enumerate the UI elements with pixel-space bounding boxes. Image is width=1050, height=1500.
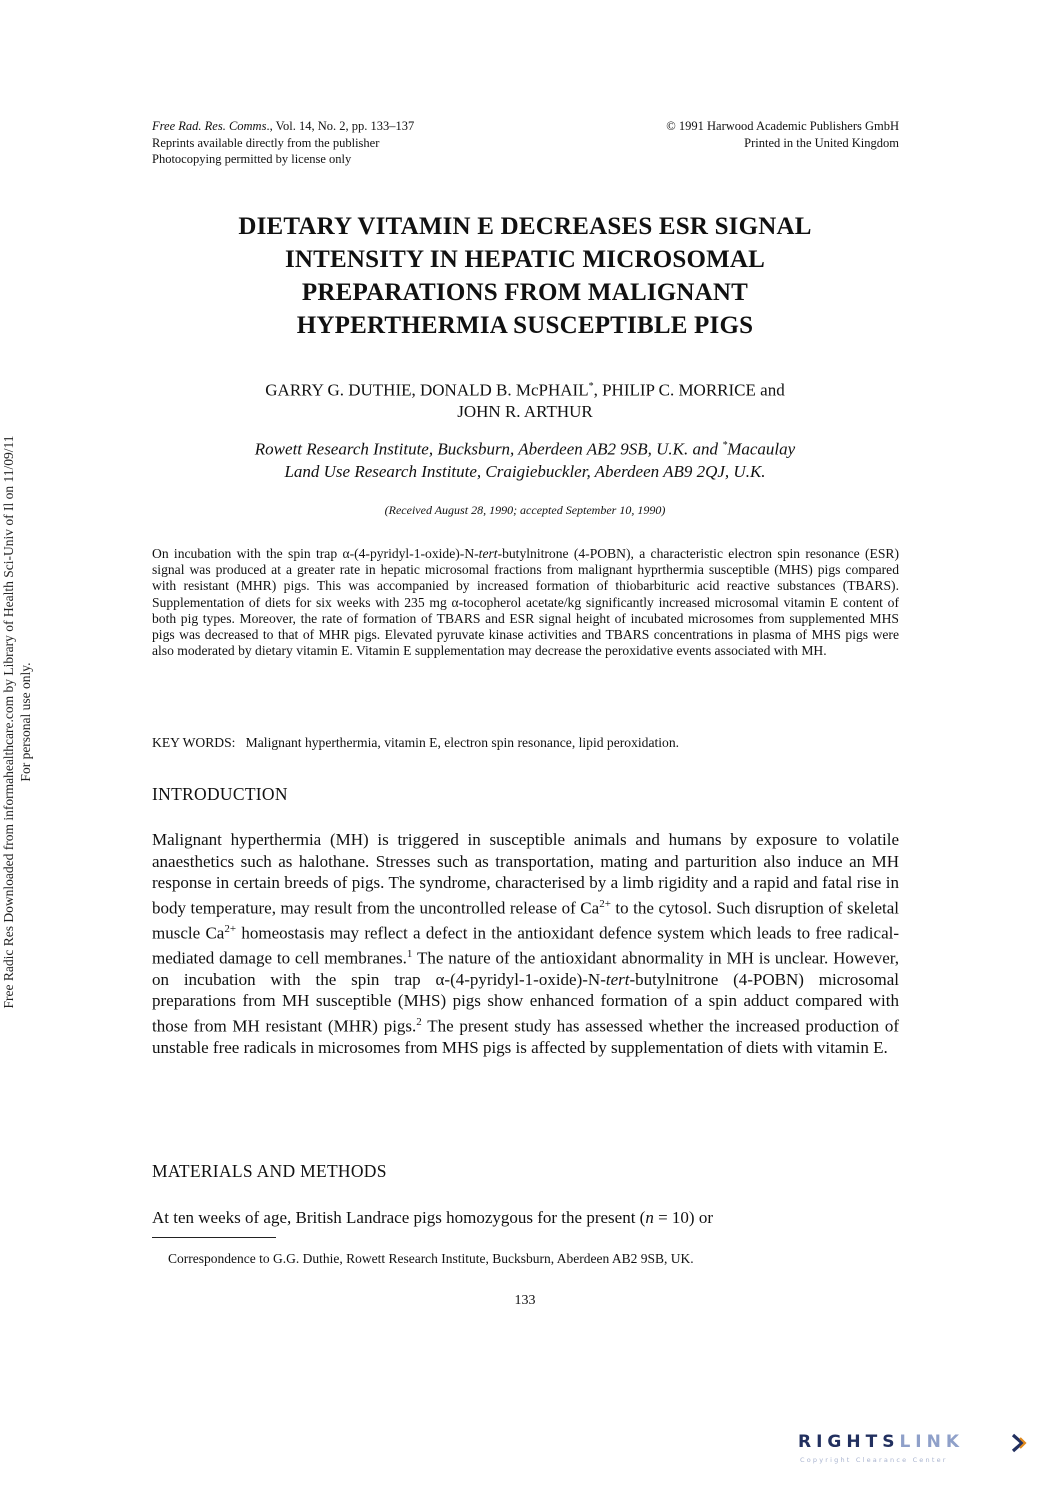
keywords	[152, 735, 899, 751]
superscript: 2+	[599, 897, 611, 910]
publisher-info	[499, 118, 899, 151]
rightslink-logo[interactable]	[798, 1432, 1033, 1472]
affiliation-line-2: Land Use Research Institute, Craigiebuckler, Aberdeen AB9 2QJ, U.K.	[284, 461, 766, 481]
intro-text: The present study has assessed whether the increased production of unstable free radicals in microsomes from MHS pigs is affected by supplementation of diets with vitamin E.	[152, 1016, 899, 1058]
printed-in-line: Printed in the United Kingdom	[744, 135, 899, 150]
article-title	[150, 210, 900, 342]
watermark-line-1: Free Radic Res Downloaded from informahealthcare.com by Library of Health Sci-Univ of Il on 11/09/11	[1, 435, 16, 1009]
received-dates: (Received August 28, 1990; accepted September 10, 1990)	[384, 503, 666, 517]
abstract-text: -butylnitrone (4-POBN), a characteristic electron spin resonance (ESR) signal was produced at a greater rate in hepatic microsomal fractions from malignant hyprthermia susceptible (MHS) pigs compared with resistant (MHR) pigs. This was accompanied by increased formation of thiobarbituric acid reactive substances (TBARS). Supplementation of diets for six weeks with 235 mg α-tocopherol acetate/kg significantly increased microsomal vitamin E content of both pig types. Moreover, the rate of formation of TBARS and ESR signal height of incubated microsomes from supplemented MHS pigs was decreased to that of MHR pigs. Elevated pyruvate kinase activities and TBARS concentrations in plasma of MHS pigs were also moderated by dietary vitamin E. Vitamin E supplementation may decrease the peroxidative events associated with MH.	[152, 546, 900, 659]
authors-line-2: JOHN R. ARTHUR	[457, 401, 593, 421]
intro-text: homeostasis may reflect a defect in the antioxidant defence system which leads to free radical-mediated damage to cell membranes.	[152, 923, 899, 968]
authors-part-1: GARRY G. DUTHIE, DONALD B. McPHAIL	[265, 380, 589, 400]
title-line: INTENSITY IN HEPATIC MICROSOMAL	[284, 246, 766, 273]
affiliation-part-2: Macaulay	[727, 439, 796, 459]
reprints-note: Reprints available directly from the publisher	[152, 135, 380, 150]
reference-marker: 1	[406, 947, 413, 960]
watermark-line-2: For personal use only.	[18, 662, 33, 782]
intro-text: The nature of the antioxidant abnormality in MH is unclear. However, on incubation with the spin trap α-(4-pyridyl-1-oxide)-N-	[152, 948, 899, 989]
journal-volume: ., Vol. 14, No. 2, pp. 133–137	[266, 119, 415, 133]
keywords-text: Malignant hyperthermia, vitamin E, electron spin resonance, lipid peroxidation.	[245, 735, 680, 750]
keywords-label: KEY WORDS:	[152, 735, 236, 750]
logo-subtitle: Copyright Clearance Center	[800, 1456, 948, 1464]
reference-marker: 2	[416, 1015, 422, 1028]
download-watermark	[0, 362, 40, 1082]
intro-tert: tert	[605, 969, 630, 989]
page-number: 133	[514, 1293, 536, 1308]
methods-paragraph	[152, 1207, 899, 1229]
logo-text-dark: RIGHTS	[798, 1432, 900, 1452]
author-list	[150, 376, 900, 422]
author-mark: *	[588, 381, 594, 392]
title-line: PREPARATIONS FROM MALIGNANT	[301, 279, 749, 306]
title-line: HYPERTHERMIA SUSCEPTIBLE PIGS	[296, 312, 754, 339]
introduction-paragraph	[152, 829, 899, 1059]
affiliation	[150, 435, 900, 483]
photocopy-note: Photocopying permitted by license only	[152, 152, 352, 166]
superscript: 2+	[224, 922, 237, 935]
abstract-text: On incubation with the spin trap α-(4-pyridyl-1-oxide)-N-	[152, 546, 479, 561]
intro-text: -butylnitrone (4-POBN) microsomal preparations from MH susceptible (MHS) pigs show enhanced formation of a spin adduct compared with those from MH resistant (MHR) pigs.	[152, 969, 899, 1036]
section-heading-introduction: INTRODUCTION	[152, 784, 288, 804]
affiliation-mark: *	[722, 440, 728, 451]
affiliation-part-1: Rowett Research Institute, Bucksburn, Aberdeen AB2 9SB, U.K. and	[254, 439, 723, 459]
abstract	[152, 546, 899, 659]
footnote-rule	[152, 1237, 276, 1238]
title-line: DIETARY VITAMIN E DECREASES ESR SIGNAL	[238, 213, 812, 240]
methods-text: At ten weeks of age, British Landrace pigs homozygous for the present (	[152, 1208, 646, 1227]
rightslink-mark-icon	[1009, 1432, 1031, 1459]
correspondence-footnote: Correspondence to G.G. Duthie, Rowett Research Institute, Bucksburn, Aberdeen AB2 9SB, UK.	[168, 1251, 694, 1266]
abstract-tert: tert	[478, 546, 498, 561]
logo-text-light: LINK	[899, 1432, 964, 1452]
copyright-line: © 1991 Harwood Academic Publishers GmbH	[666, 119, 899, 133]
section-heading-methods: MATERIALS AND METHODS	[152, 1161, 387, 1181]
journal-name: Free Rad. Res. Comms	[152, 119, 267, 133]
methods-text: = 10) or	[653, 1208, 714, 1227]
authors-part-2: , PHILIP C. MORRICE and	[593, 380, 785, 400]
intro-text: Malignant hyperthermia (MH) is triggered in susceptible animals and humans by exposure to volatile anaesthetics such as halothane. Stresses such as transportation, mating and parturition also induce an MH response in certain breeds of pigs. The syndrome, characterised by a limb rigidity and a rapid and fatal rise in body temperature, may result from the uncontrolled release of Ca	[152, 830, 899, 918]
intro-text: to the cytosol. Such disruption of skeletal muscle Ca	[152, 898, 899, 943]
methods-n: n	[645, 1208, 654, 1227]
